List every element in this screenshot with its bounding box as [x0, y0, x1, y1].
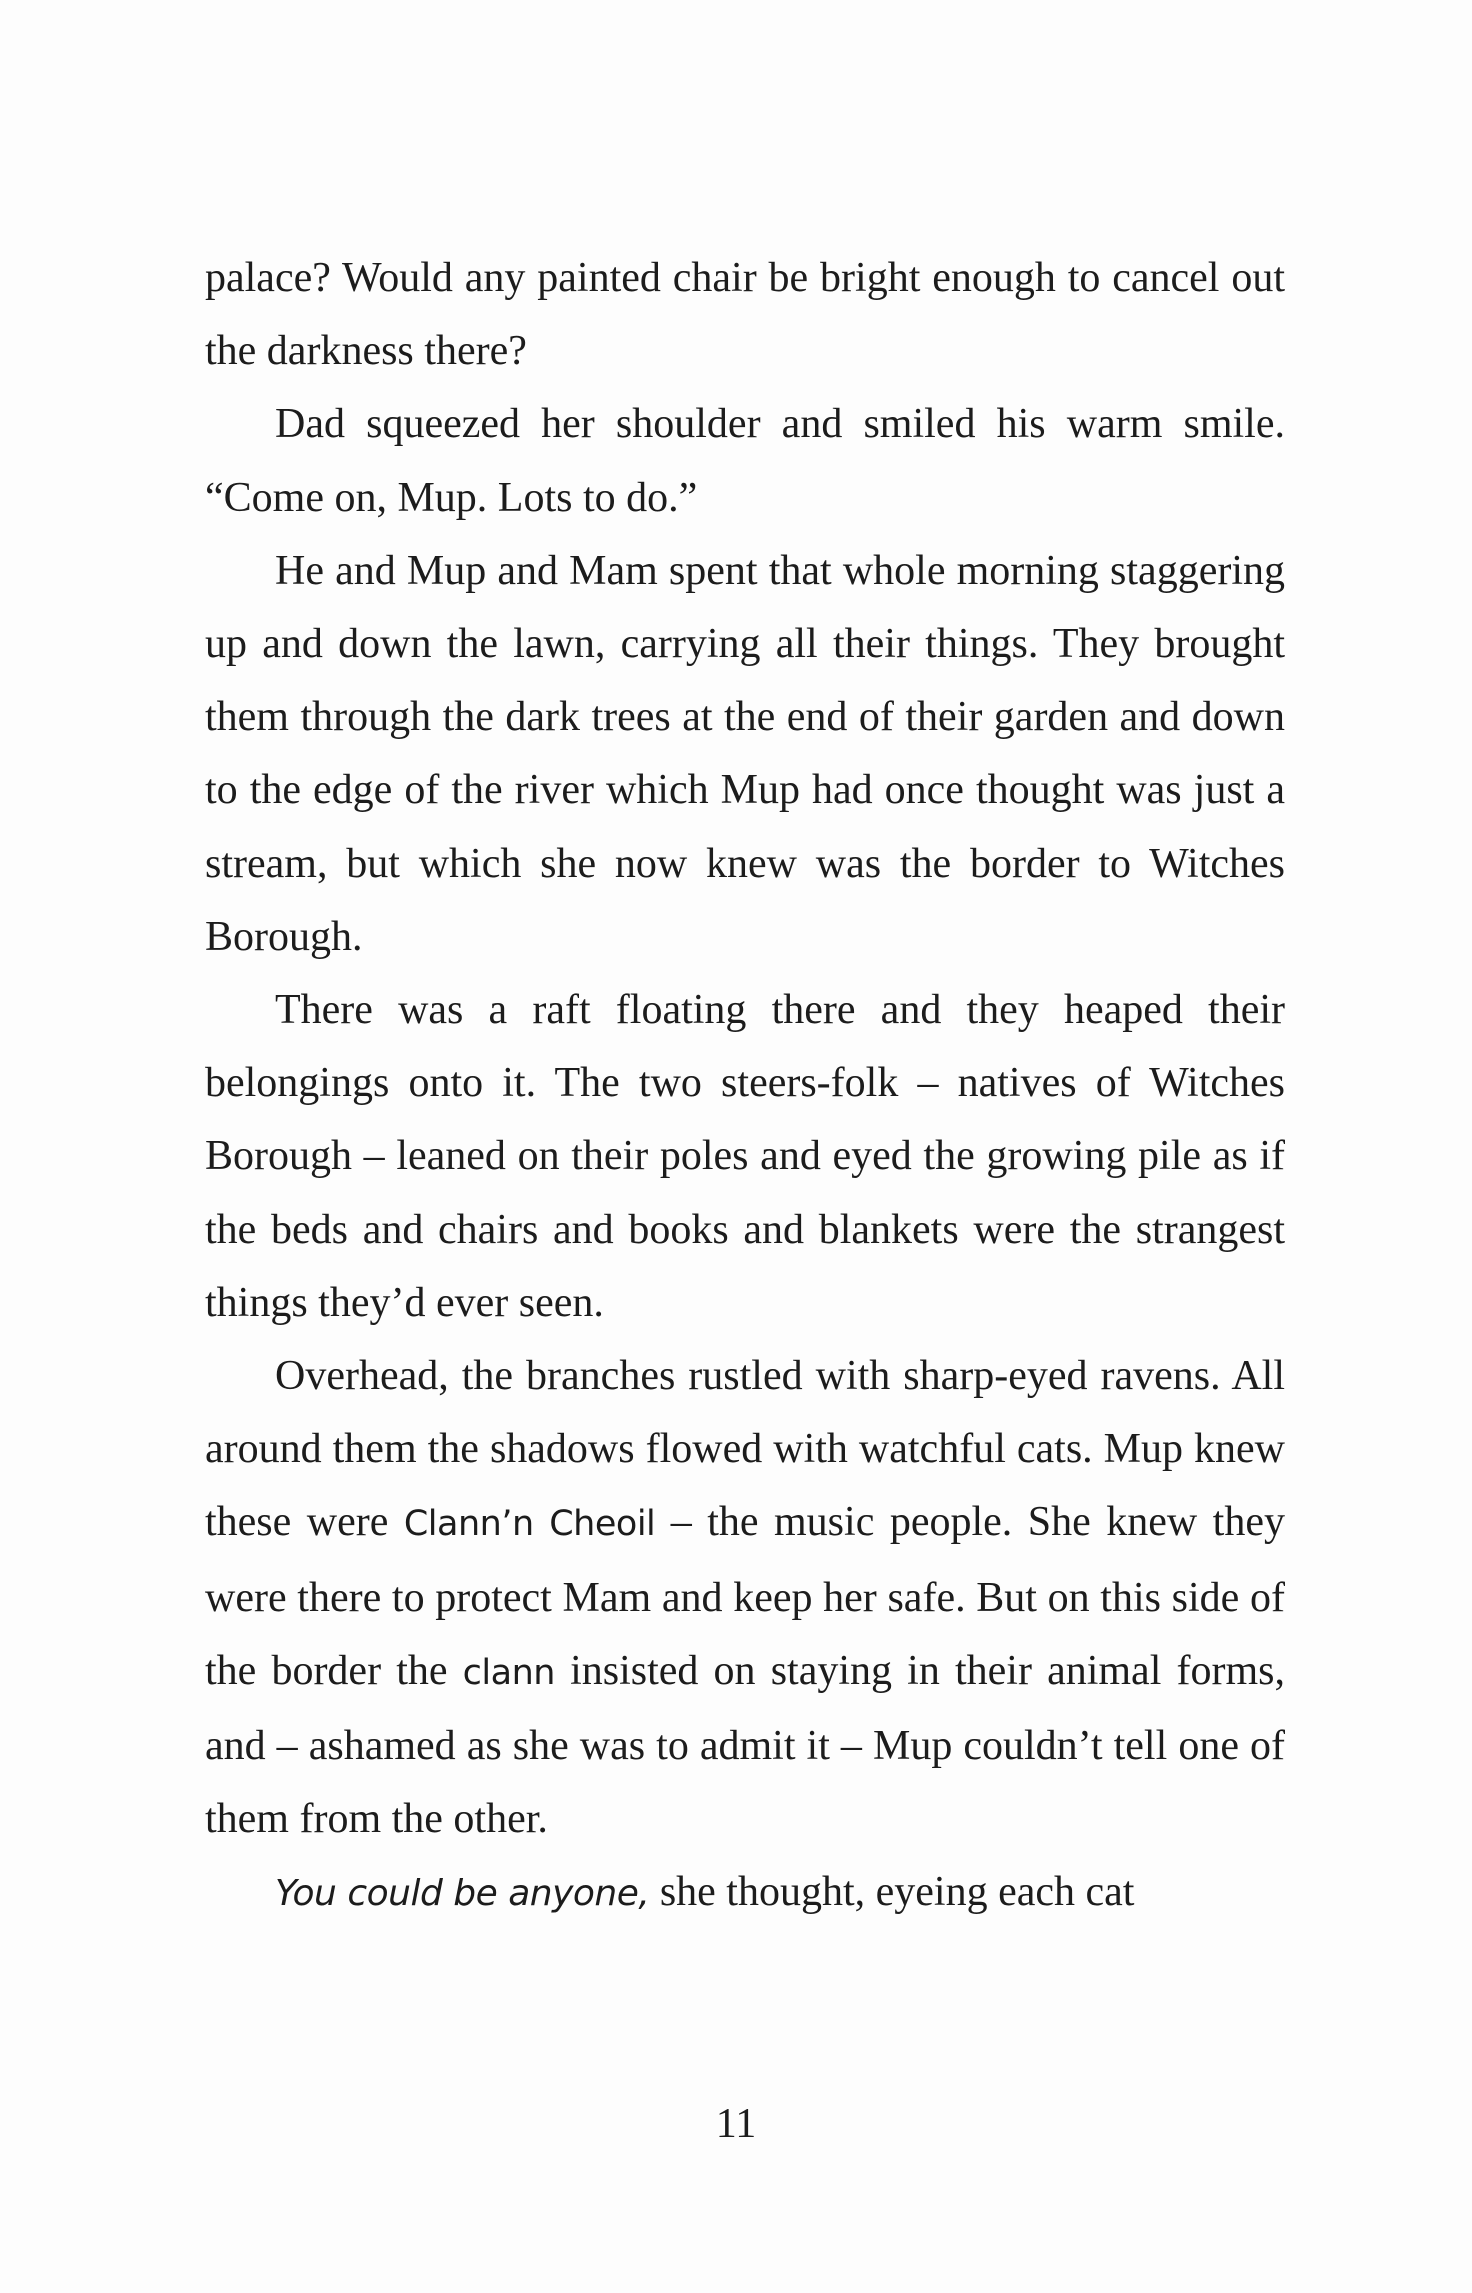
clann-term: Clann’n Cheoil — [403, 1504, 656, 1545]
text-run: Overhead, the branches rustled with sharp-eyed ravens. All around them the shadows flowed with watchful cats. Mup knew these were — [205, 1353, 1285, 1546]
paragraph — [205, 974, 1285, 1340]
paragraph — [205, 1856, 1285, 1930]
text-run: she thought, eyeing each cat — [649, 1869, 1135, 1916]
text-run: He and Mup and Mam spent that whole morning staggering up and down the lawn, carrying all their things. They brought them through the dark trees at the end of their garden and down to the edge of the river which Mup had once thought was just a stream, but which she now knew was the border to Witches Borough. — [205, 547, 1285, 960]
clann-term: clann — [462, 1652, 555, 1693]
text-run: There was a raft floating there and they heaped their belongings onto it. The two steers-folk – natives of Witches Borough – leaned on their poles and eyed the growing pile as if the beds and chairs and books and blankets were the strangest things they’d ever seen. — [205, 987, 1285, 1326]
paragraph — [205, 535, 1285, 974]
paragraph — [205, 242, 1285, 388]
paragraph — [205, 1340, 1285, 1856]
body-text — [205, 242, 1285, 1931]
text-run: insisted on staying in their animal forms, and – ashamed as she was to admit it – Mup couldn’t tell one of them from the other. — [205, 1647, 1285, 1843]
text-run: Dad squeezed her shoulder and smiled his warm smile. “Come on, Mup. Lots to do.” — [205, 401, 1285, 521]
text-run: palace? Would any painted chair be bright enough to cancel out the darkness there? — [205, 255, 1285, 375]
text-run: – the music people. She knew they were there to protect Mam and keep her safe. But on this side of the border the — [205, 1499, 1285, 1694]
page-number: 11 — [715, 2101, 757, 2147]
paragraph — [205, 388, 1285, 534]
italic-phrase: You could be anyone, — [275, 1873, 650, 1915]
